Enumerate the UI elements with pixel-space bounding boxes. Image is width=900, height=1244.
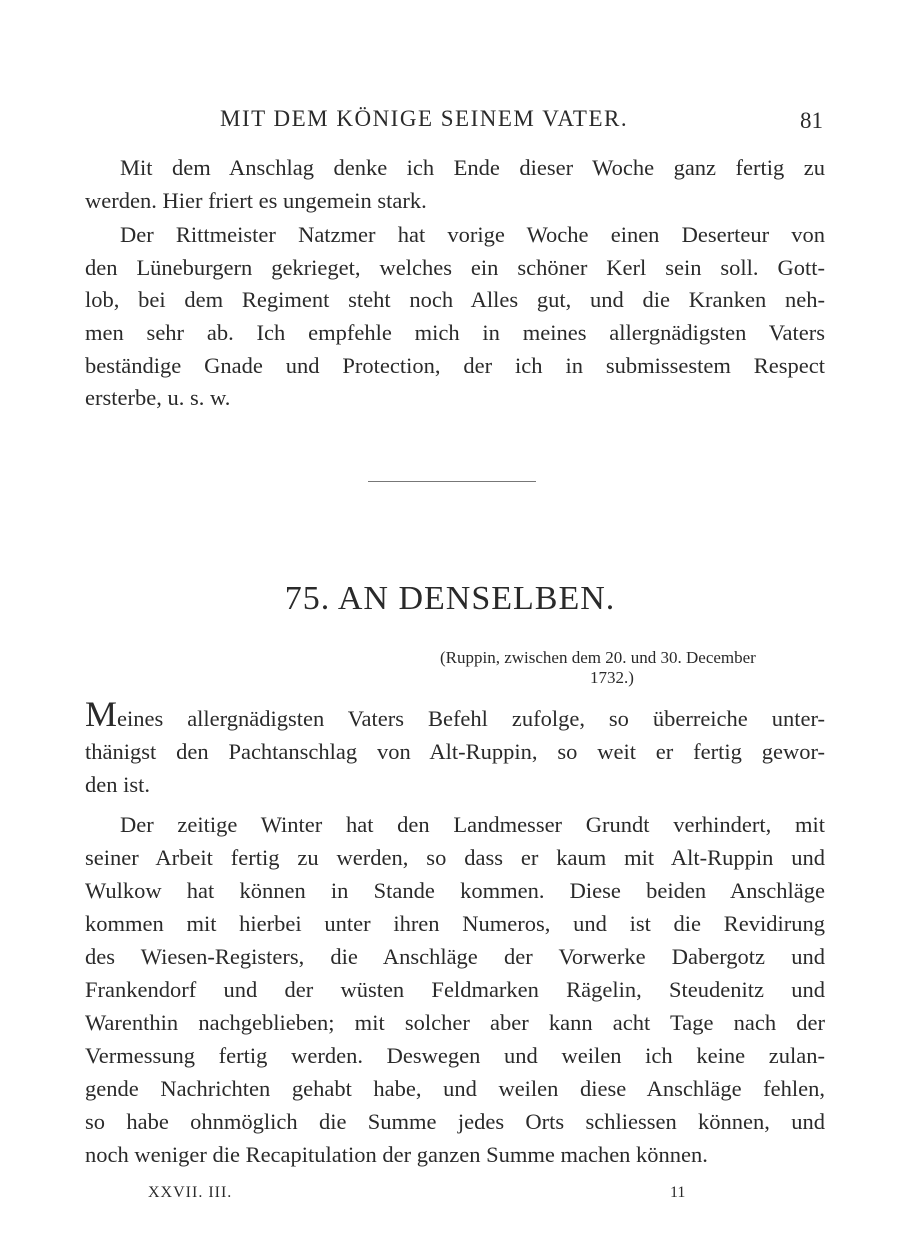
section-divider <box>368 481 536 482</box>
text-line: Wulkow hat können in Stande kommen. Diese beiden Anschläge <box>85 878 825 903</box>
text-line: so habe ohnmöglich die Summe jedes Orts schliessen können, und <box>85 1109 825 1134</box>
sheet-number: 11 <box>670 1184 686 1201</box>
text-line: werden. Hier friert es ungemein stark. <box>85 188 427 213</box>
text-line: den Lüneburgern gekrieget, welches ein schöner Kerl sein soll. Gott- <box>85 255 825 280</box>
text-line: ersterbe, u. s. w. <box>85 385 231 410</box>
text-line: seiner Arbeit fertig zu werden, so dass er kaum mit Alt-Ruppin und <box>85 845 825 870</box>
text-line: Der Rittmeister Natzmer hat vorige Woche einen Deserteur von <box>120 222 825 247</box>
text-line: Frankendorf und der wüsten Feldmarken Rägelin, Steudenitz und <box>85 977 825 1002</box>
signature-mark: XXVII. III. <box>148 1184 233 1201</box>
dateline-year: 1732.) <box>590 668 634 687</box>
text-line: den ist. <box>85 772 150 797</box>
text-line: gende Nachrichten gehabt habe, und weilen diese Anschläge fehlen, <box>85 1076 825 1101</box>
text-line: beständige Gnade und Protection, der ich in submissestem Respect <box>85 353 825 378</box>
text-line: Warenthin nachgeblieben; mit solcher aber kann acht Tage nach der <box>85 1010 825 1035</box>
text-line: Mit dem Anschlag denke ich Ende dieser Woche ganz fertig zu <box>120 155 825 180</box>
text-line: thänigst den Pachtanschlag von Alt-Ruppin, so weit er fertig gewor- <box>85 739 825 764</box>
page-number: 81 <box>800 108 823 133</box>
text-line: men sehr ab. Ich empfehle mich in meines allergnädigsten Vaters <box>85 320 825 345</box>
text-line: des Wiesen-Registers, die Anschläge der Vorwerke Dabergotz und <box>85 944 825 969</box>
running-header: MIT DEM KÖNIGE SEINEM VATER. <box>220 106 629 131</box>
drop-cap: M <box>85 694 118 734</box>
letter-title: 75. AN DENSELBEN. <box>284 580 616 617</box>
dateline: (Ruppin, zwischen dem 20. und 30. December <box>440 648 756 667</box>
text-line: Der zeitige Winter hat den Landmesser Grundt verhindert, mit <box>120 812 825 837</box>
text-line: Vermessung fertig werden. Deswegen und weilen ich keine zulan- <box>85 1043 825 1068</box>
text-line: lob, bei dem Regiment steht noch Alles gut, und die Kranken neh- <box>85 287 825 312</box>
text-line-content: eines allergnädigsten Vaters Befehl zufolge, so überreiche unter- <box>117 706 825 731</box>
text-line <box>85 694 825 734</box>
text-line: noch weniger die Recapitulation der ganzen Summe machen können. <box>85 1142 708 1167</box>
text-line: kommen mit hierbei unter ihren Numeros, und ist die Revidirung <box>85 911 825 936</box>
